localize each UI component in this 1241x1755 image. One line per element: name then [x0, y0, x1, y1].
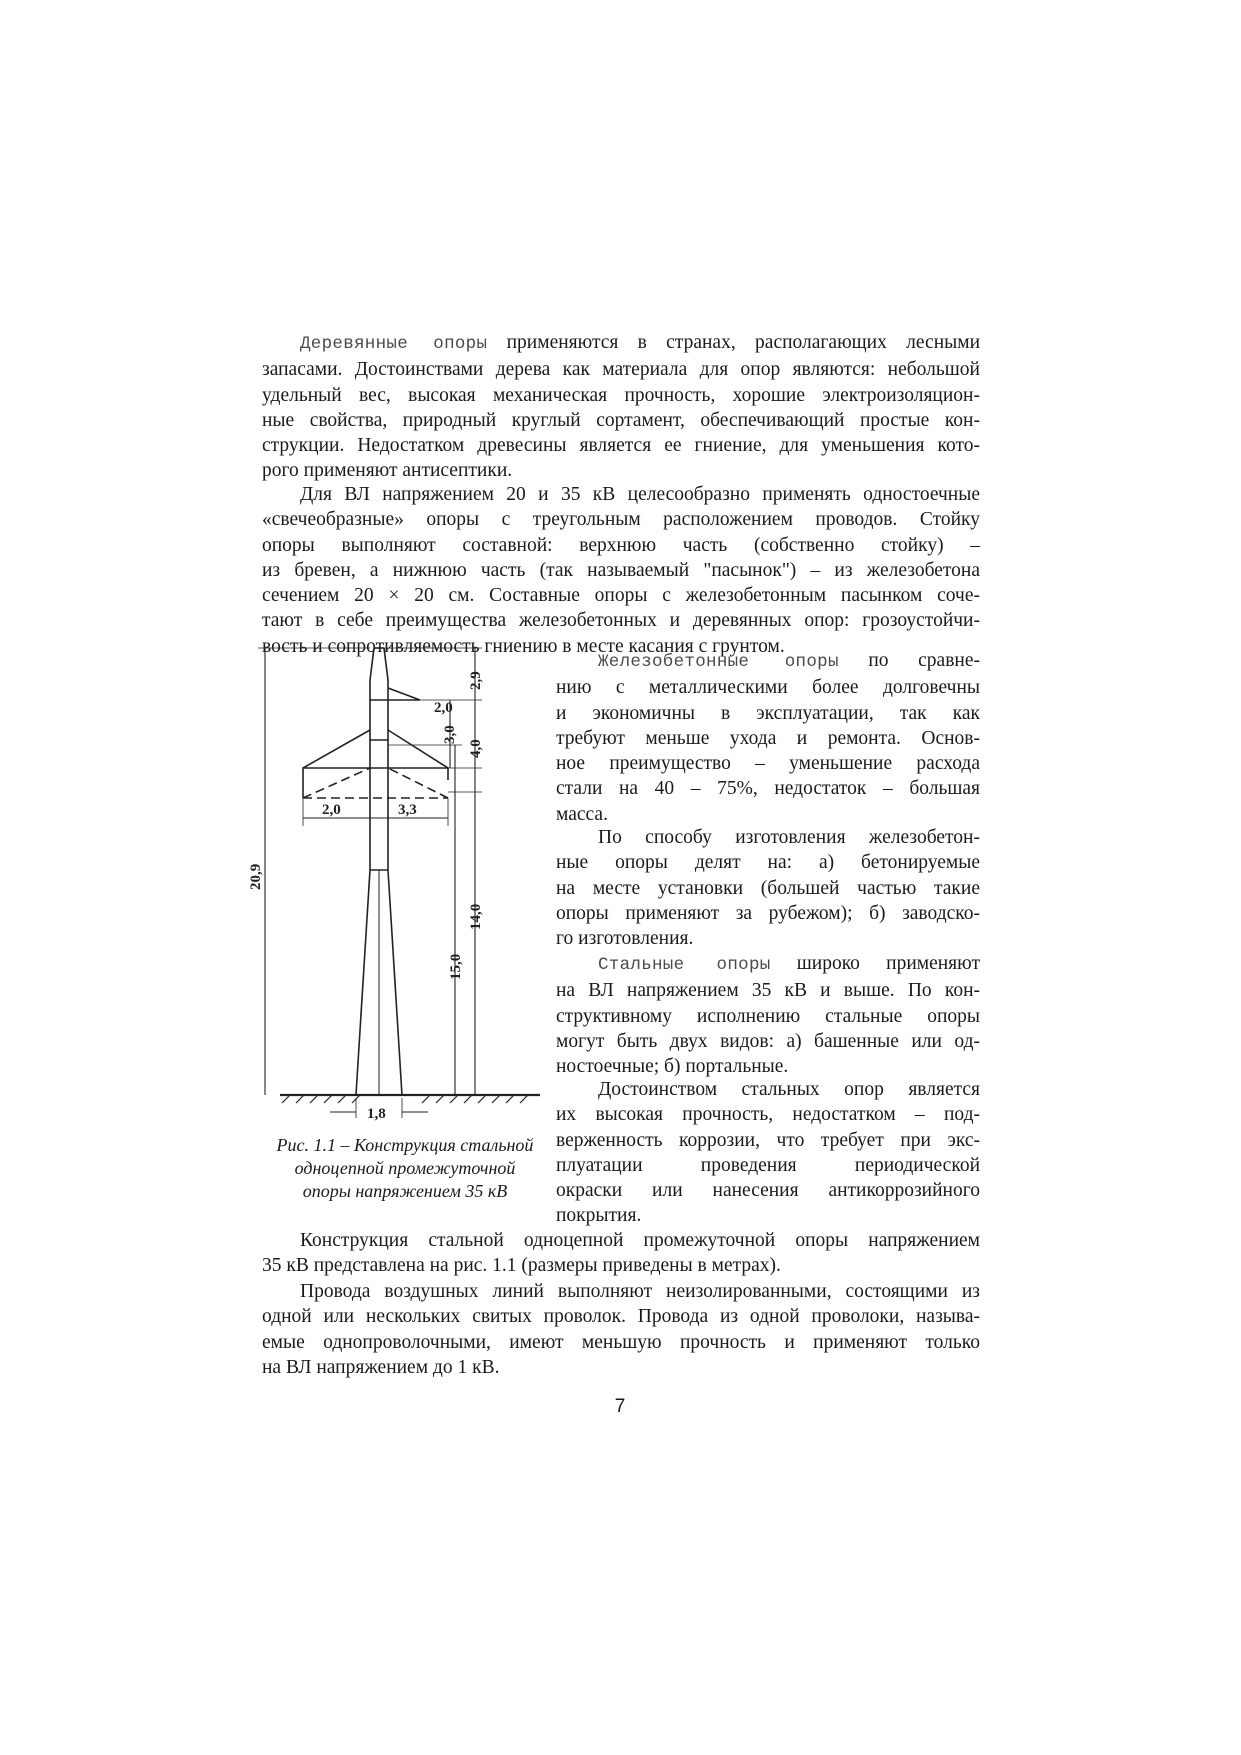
dim-body: 15,0	[448, 953, 464, 980]
dim-top-arm: 2,0	[434, 700, 453, 716]
dim-lower: 14,0	[468, 903, 484, 930]
paragraph-composite-poles: Для ВЛ напряжением 20 и 35 кВ целесообразно применять одностоечные «свечеобразные» опоры с треугольным расположением проводов. Стойку опоры выполняют составной: верхнюю часть (собственно стойку) – из бревен, а нижнюю часть (так называемый "пасынок") – из железобетона сечением 20 × 20 см. Составные опоры с железобетонным пасынком сочe- тают в себе преимущества железобетонных и деревянных опор: грозоустойчи- вость и сопротивляемость гниению в месте касания с грунтом.	[262, 484, 980, 657]
paragraph-concrete-poles: Железобетонные опоры по сравне- нию с металлическими более долговечны и экономичны в эксплуатации, так как требуют меньше ухода и ремонта. Основ- ное преимущество – уменьшение расхода стали на 40 – 75%, недостаток – большая масса.	[556, 650, 980, 825]
figure-caption: Рис. 1.1 – Конструкция стальной одноцепной промежуточной опоры напряжением 35 кВ	[276, 1135, 534, 1201]
steel-pole-drawing	[248, 640, 570, 1122]
paragraph-steel-poles: Стальные опоры широко применяют на ВЛ напряжением 35 кВ и выше. По кон- структивному исполнению стальные опоры могут быть двух видов: а) башенные или од- ностоечные; б) портальные.	[556, 953, 980, 1078]
page-number: 7	[614, 1396, 626, 1417]
paragraph-concrete-types: По способу изготовления железобетон- ные опоры делят на: а) бетонируемые на месте установки (большей частью такие опоры применяют за рубежом); б) заводско- го изготовления.	[556, 827, 980, 950]
dim-base: 1,8	[367, 1106, 386, 1122]
paragraph-figure-reference: Конструкция стальной одноцепной промежуточной опоры напряжением 35 кВ представлена на рис. 1.1 (размеры приведены в метрах).	[262, 1230, 980, 1277]
term-steel-poles: Стальные опоры	[598, 955, 771, 975]
paragraph-wires: Провода воздушных линий выполняют неизолированными, состоящими из одной или нескольких свитых проволок. Провода из одной проволоки, называ- емые однопроволочными, имеют меньшую прочность и применяют только на ВЛ напряжением до 1 кВ.	[262, 1281, 980, 1378]
term-wooden-poles: Деревянные опоры	[300, 334, 488, 354]
paragraph-steel-advantages: Достоинством стальных опор является их высокая прочность, недостатком – под- верженность коррозии, что требует при экс- плуатации проведения периодической окраски или нанесения антикоррозийного покрытия.	[556, 1079, 980, 1227]
term-concrete-poles: Железобетонные опоры	[598, 652, 839, 672]
dim-total-height: 20,9	[248, 863, 264, 890]
paragraph-wooden-poles: Деревянные опоры применяются в странах, располагающих лесными запасами. Достоинствами дерева как материала для опор являются: небольшой удельный вес, высокая механическая прочность, хорошие электроизоляцион- ные свойства, природный круглый сортамент, обеспечивающий простые кон- струкции. Недостатком древесины является ее гниение, для уменьшения кото- рого применяют антисептики.	[262, 332, 981, 482]
dim-right-arm: 3,3	[398, 802, 417, 818]
dim-mid: 4,0	[468, 739, 484, 758]
dim-arm-gap: 3,0	[442, 725, 458, 744]
dim-top: 2,9	[468, 671, 484, 690]
dim-left-arm: 2,0	[322, 802, 341, 818]
